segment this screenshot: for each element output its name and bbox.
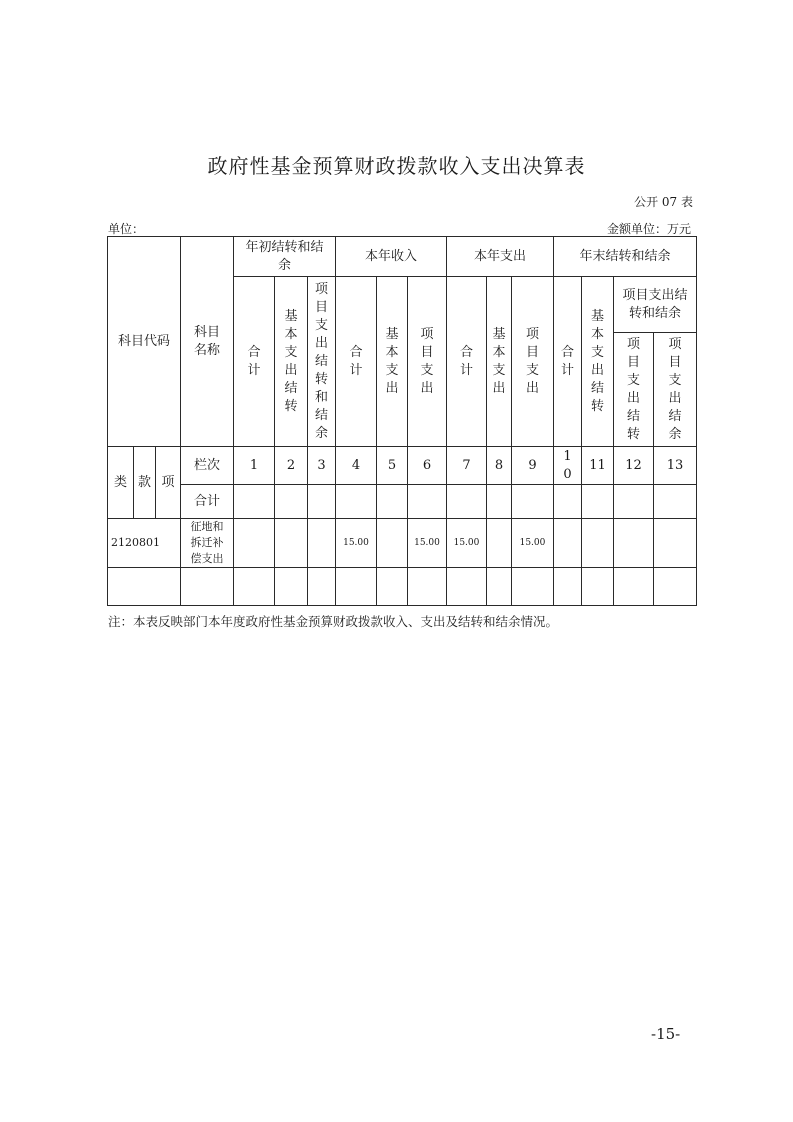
- income-basic-header: 基本支出: [377, 277, 408, 447]
- empty-cell: [377, 568, 408, 606]
- col-number: 7: [447, 447, 487, 485]
- xiang-header: 项: [156, 447, 181, 519]
- row-value: 15.00: [336, 519, 377, 568]
- begin-basic-header: 基本支出结转: [275, 277, 308, 447]
- unit-label: 单位：: [108, 222, 145, 236]
- page-number: -15-: [651, 1025, 681, 1043]
- end-balance-header: 年末结转和结余: [554, 237, 697, 277]
- row-value: [654, 519, 697, 568]
- row-value: [308, 519, 336, 568]
- end-subtotal-header: 合计: [554, 277, 582, 447]
- empty-cell: [108, 568, 181, 606]
- total-cell: [487, 485, 512, 519]
- form-code: 公开 07 表: [634, 195, 693, 209]
- total-cell: [654, 485, 697, 519]
- page-title: 政府性基金预算财政拨款收入支出决算表: [207, 154, 586, 178]
- amount-unit-label: 金额单位：万元: [606, 222, 691, 236]
- empty-cell: [654, 568, 697, 606]
- row-value: [582, 519, 614, 568]
- col-number: 6: [408, 447, 447, 485]
- total-cell: [275, 485, 308, 519]
- row-value: 15.00: [447, 519, 487, 568]
- row-value: [234, 519, 275, 568]
- column-index-label: 栏次: [181, 447, 234, 485]
- row-name: 征地和拆迁补偿支出: [181, 519, 234, 568]
- subject-code-header: 科目代码: [108, 237, 181, 447]
- income-project-header: 项目支出: [408, 277, 447, 447]
- row-value: [377, 519, 408, 568]
- expense-header: 本年支出: [447, 237, 554, 277]
- col-number: 2: [275, 447, 308, 485]
- empty-cell: [275, 568, 308, 606]
- row-value: 15.00: [512, 519, 554, 568]
- empty-cell: [408, 568, 447, 606]
- col-number: 12: [614, 447, 654, 485]
- col-number: 5: [377, 447, 408, 485]
- income-subtotal-header: 合计: [336, 277, 377, 447]
- empty-cell: [336, 568, 377, 606]
- expense-subtotal-header: 合计: [447, 277, 487, 447]
- total-cell: [234, 485, 275, 519]
- total-cell: [614, 485, 654, 519]
- total-cell: [336, 485, 377, 519]
- begin-subtotal-header: 合计: [234, 277, 275, 447]
- empty-cell: [447, 568, 487, 606]
- col-number: 13: [654, 447, 697, 485]
- total-cell: [554, 485, 582, 519]
- end-basic-header: 基本支出结转: [582, 277, 614, 447]
- row-value: [614, 519, 654, 568]
- col-number: 11: [582, 447, 614, 485]
- empty-cell: [582, 568, 614, 606]
- end-project-carry-header: 项目支出结转: [614, 333, 654, 447]
- col-number: 3: [308, 447, 336, 485]
- row-code: 2120801: [108, 519, 181, 568]
- empty-cell: [181, 568, 234, 606]
- total-cell: [377, 485, 408, 519]
- total-label: 合计: [181, 485, 234, 519]
- empty-cell: [234, 568, 275, 606]
- end-project-group-header: 项目支出结转和结余: [614, 277, 697, 333]
- empty-cell: [614, 568, 654, 606]
- row-value: 15.00: [408, 519, 447, 568]
- subject-name-header: 科目名称: [181, 237, 234, 447]
- col-number: 4: [336, 447, 377, 485]
- empty-cell: [512, 568, 554, 606]
- table-row: [108, 519, 697, 568]
- total-cell: [408, 485, 447, 519]
- begin-balance-header: 年初结转和结余: [234, 237, 336, 277]
- income-header: 本年收入: [336, 237, 447, 277]
- budget-table: [107, 236, 697, 606]
- col-number: 9: [512, 447, 554, 485]
- total-cell: [447, 485, 487, 519]
- total-cell: [308, 485, 336, 519]
- empty-cell: [554, 568, 582, 606]
- col-number: 1: [234, 447, 275, 485]
- col-number: 10: [554, 447, 582, 485]
- row-value: [554, 519, 582, 568]
- expense-project-header: 项目支出: [512, 277, 554, 447]
- table-row: [108, 568, 697, 606]
- end-project-balance-header: 项目支出结余: [654, 333, 697, 447]
- begin-project-header: 项目支出结转和结余: [308, 277, 336, 447]
- total-cell: [512, 485, 554, 519]
- table-note: 注：本表反映部门本年度政府性基金预算财政拨款收入、支出及结转和结余情况。: [108, 614, 559, 629]
- row-value: [487, 519, 512, 568]
- expense-basic-header: 基本支出: [487, 277, 512, 447]
- empty-cell: [308, 568, 336, 606]
- col-number: 8: [487, 447, 512, 485]
- row-value: [275, 519, 308, 568]
- total-cell: [582, 485, 614, 519]
- empty-cell: [487, 568, 512, 606]
- kuan-header: 款: [134, 447, 156, 519]
- lei-header: 类: [108, 447, 134, 519]
